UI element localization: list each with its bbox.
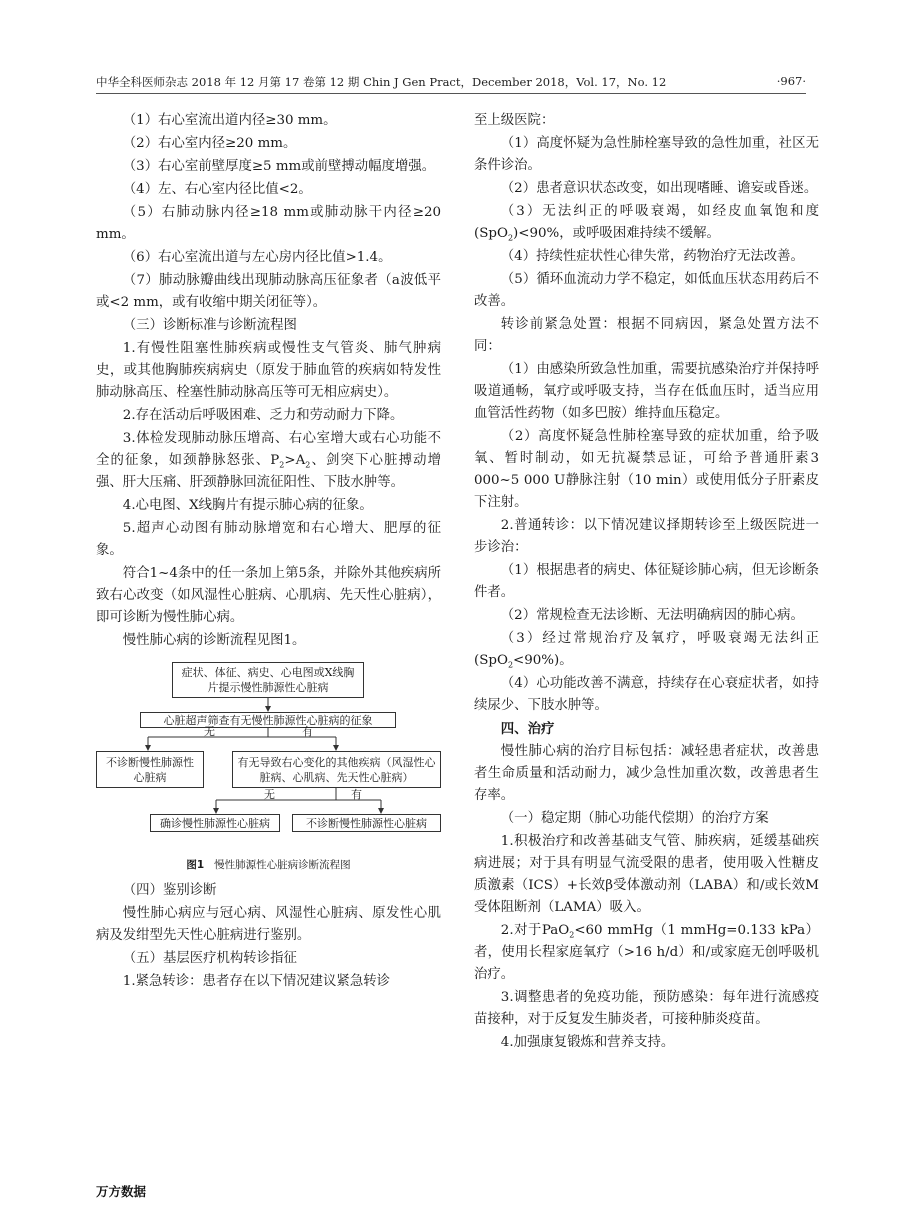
journal-citation: 中华全科医师杂志 2018 年 12 月第 17 卷第 12 期 Chin J Gen Pract，December 2018，Vol. 17，No. 12 xyxy=(96,75,667,89)
figure-label: 图1 xyxy=(186,859,205,871)
paragraph: 2.普通转诊：以下情况建议择期转诊至上级医院进一步诊治： xyxy=(474,518,819,555)
running-header xyxy=(96,74,806,90)
paragraph: （4）左、右心室内径比值<2。 xyxy=(122,182,312,197)
paragraph: （3）无法纠正的呼吸衰竭，如经皮血氧饱和度(SpO$_2$)<90%，或呼吸困难持续不缓解。 xyxy=(474,204,819,243)
paragraph: （1）根据患者的病史、体征疑诊肺心病，但无诊断条件者。 xyxy=(474,563,819,600)
paragraph: （2）右心室内径≥20 mm。 xyxy=(122,136,297,151)
flow-label-no: 无 xyxy=(264,788,275,801)
paragraph: 转诊前紧急处置：根据不同病因，紧急处置方法不同： xyxy=(474,317,819,354)
paragraph: （3）右心室前壁厚度≥5 mm或前壁搏动幅度增强。 xyxy=(122,159,436,174)
paragraph: 4.加强康复锻炼和营养支持。 xyxy=(500,1035,675,1050)
header-rule xyxy=(96,93,806,94)
flow-label-yes: 有 xyxy=(351,788,362,801)
paragraph: 1.有慢性阻塞性肺疾病或慢性支气管炎、肺气肿病史，或其他胸肺疾病病史（原发于肺血管的疾病如特发性肺动脉高压、栓塞性肺动脉高压等可无相应病史）。 xyxy=(96,341,441,400)
diagnosis-flowchart xyxy=(96,662,441,874)
flow-label-yes: 有 xyxy=(302,725,313,738)
paragraph: 至上级医院： xyxy=(474,113,555,128)
paragraph: （1）高度怀疑为急性肺栓塞导致的急性加重，社区无条件诊治。 xyxy=(474,136,819,173)
flow-box-other-diseases: 有无导致右心变化的其他疾病（风湿性心脏病、心肌病、先天性心脏病） xyxy=(232,751,441,788)
paragraph: （3）经过常规治疗及氧疗，呼吸衰竭无法纠正(SpO$_2$<90%)。 xyxy=(474,631,819,670)
paragraph: （4）持续性症状性心律失常，药物治疗无法改善。 xyxy=(500,249,804,264)
paragraph: （1）右心室流出道内径≥30 mm。 xyxy=(122,113,337,128)
paragraph: 慢性肺心病应与冠心病、风湿性心脏病、原发性心肌病及发绀型先天性心脏病进行鉴别。 xyxy=(96,906,441,943)
paragraph: 2.存在活动后呼吸困难、乏力和劳动耐力下降。 xyxy=(122,408,404,423)
paragraph: 1.积极治疗和改善基础支气管、肺疾病，延缓基础疾病进展；对于具有明显气流受限的患者，使用吸入性糖皮质激素（ICS）+长效β受体激动剂（LABA）和/或长效M受体阻断剂（LAMA）吸入。 xyxy=(474,834,819,915)
figure-title: 慢性肺源性心脏病诊断流程图 xyxy=(214,859,351,871)
left-column xyxy=(96,110,441,994)
flow-box-symptoms: 症状、体征、病史、心电图或X线胸片提示慢性肺源性心脏病 xyxy=(172,662,364,698)
flow-box-echo-screening: 心脏超声筛查有无慢性肺源性心脏病的征象 xyxy=(140,712,396,728)
flow-box-not-diagnosed-final: 不诊断慢性肺源性心脏病 xyxy=(292,814,441,832)
paragraph: 4.心电图、X线胸片有提示肺心病的征象。 xyxy=(122,498,373,513)
right-column xyxy=(474,110,819,1055)
flow-box-not-diagnosed: 不诊断慢性肺源性心脏病 xyxy=(96,751,204,788)
paragraph: 符合1~4条中的任一条加上第5条，并除外其他疾病所致右心改变（如风湿性心脏病、心肌病、先天性心脏病），即可诊断为慢性肺心病。 xyxy=(96,566,441,625)
paragraph: （1）由感染所致急性加重，需要抗感染治疗并保持呼吸道通畅，氧疗或呼吸支持，当存在低血压时，适当应用血管活性药物（如多巴胺）维持血压稳定。 xyxy=(474,362,819,421)
section-heading: （五）基层医疗机构转诊指征 xyxy=(122,951,297,966)
paragraph: 3.调整患者的免疫功能，预防感染：每年进行流感疫苗接种，对于反复发生肺炎者，可接种肺炎疫苗。 xyxy=(474,990,819,1027)
paragraph: 1.紧急转诊：患者存在以下情况建议紧急转诊 xyxy=(122,974,390,989)
flow-label-no: 无 xyxy=(204,725,215,738)
paragraph: 慢性肺心病的治疗目标包括：减轻患者症状，改善患者生命质量和活动耐力，减少急性加重次数，改善患者生存率。 xyxy=(474,744,819,803)
section-heading: （三）诊断标准与诊断流程图 xyxy=(122,318,297,333)
page-number: ·967· xyxy=(776,74,806,88)
paragraph: 3.体检发现肺动脉压增高、右心室增大或右心功能不全的征象，如颈静脉怒张、$P_2>A_2$、剑突下心脏搏动增强、肝大压痛、肝颈静脉回流征阳性、下肢水肿等。 xyxy=(96,431,442,490)
footer-watermark: 万方数据 xyxy=(96,1184,147,1199)
flow-box-confirmed: 确诊慢性肺源性心脏病 xyxy=(150,814,280,832)
figure-caption xyxy=(96,854,441,876)
paragraph: 慢性肺心病的诊断流程见图1。 xyxy=(122,633,306,648)
paragraph: （7）肺动脉瓣曲线出现肺动脉高压征象者（a波低平或<2 mm，或有收缩中期关闭征等）。 xyxy=(96,273,441,310)
section-heading: （一）稳定期（肺心功能代偿期）的治疗方案 xyxy=(500,811,769,826)
paragraph: 2.对于PaO$_2$<60 mmHg（1 mmHg=0.133 kPa）者，使用长程家庭氧疗（>16 h/d）和/或家庭无创呼吸机治疗。 xyxy=(474,923,819,982)
paragraph: （6）右心室流出道与左心房内径比值>1.4。 xyxy=(122,250,392,265)
section-heading: （四）鉴别诊断 xyxy=(122,883,217,898)
section-heading: 四、治疗 xyxy=(500,721,555,737)
paragraph: （2）常规检查无法诊断、无法明确病因的肺心病。 xyxy=(500,608,804,623)
paragraph: 5.超声心动图有肺动脉增宽和右心增大、肥厚的征象。 xyxy=(96,521,441,558)
paragraph: （5）循环血流动力学不稳定，如低血压状态用药后不改善。 xyxy=(474,272,819,309)
paragraph: （4）心功能改善不满意，持续存在心衰症状者，如持续尿少、下肢水肿等。 xyxy=(474,676,819,713)
paragraph: （5）右肺动脉内径≥18 mm或肺动脉干内径≥20 mm。 xyxy=(96,205,441,242)
paragraph: （2）高度怀疑急性肺栓塞导致的症状加重，给予吸氧、暂时制动，如无抗凝禁忌证，可给予普通肝素3 000~5 000 U静脉注射（10 min）或使用低分子肝素皮下注射。 xyxy=(474,429,819,510)
paragraph: （2）患者意识状态改变，如出现嗜睡、谵妄或昏迷。 xyxy=(500,181,818,196)
